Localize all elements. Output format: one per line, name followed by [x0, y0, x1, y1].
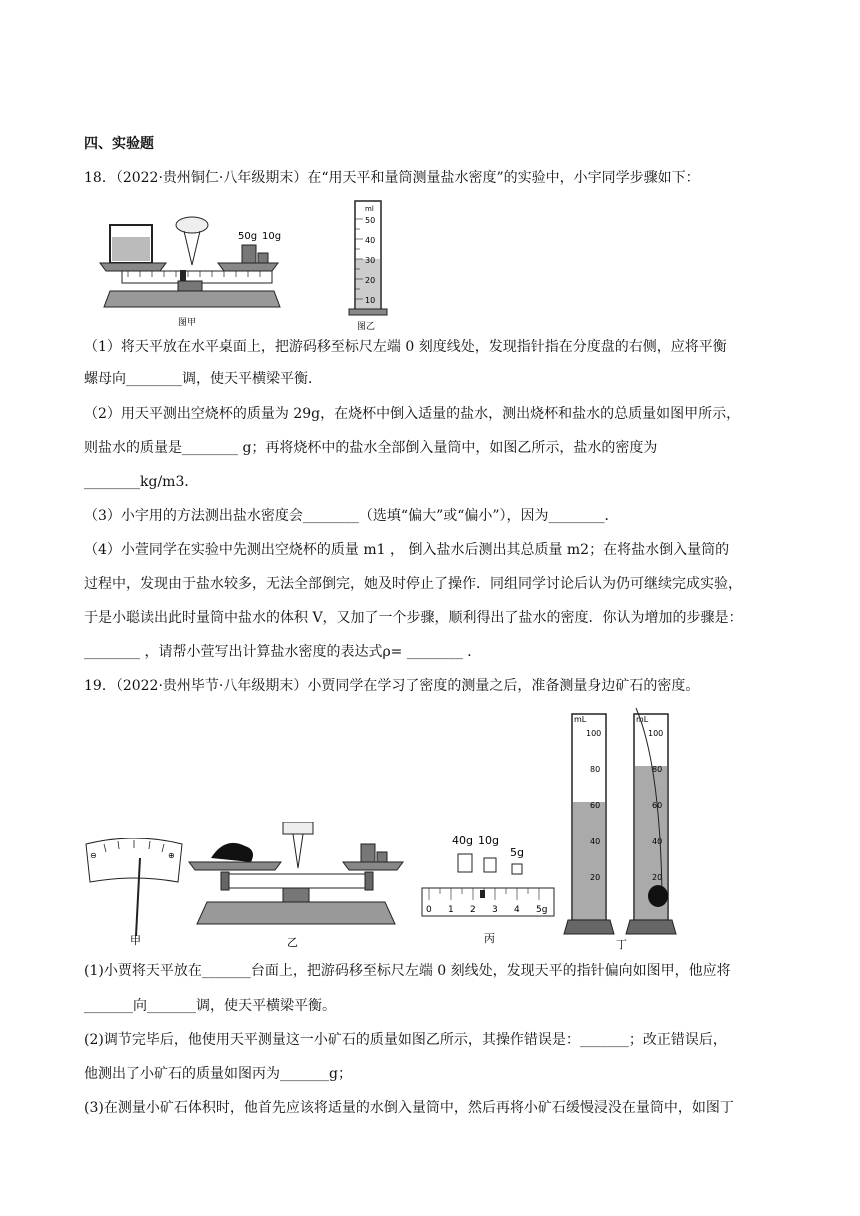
q18-figure-yi [345, 197, 395, 332]
q19-line-1: (1)小贾将天平放在_______台面上，把游码移至标尺左端 0 刻线处，发现天平的指针偏向如图甲，他应将 [84, 963, 731, 979]
q19-fig-label-ding: 丁 [616, 938, 627, 950]
q19-line-3: (2)调节完毕后，他使用天平测量这一小矿石的质量如图乙所示，其操作错误是：_______；改正错误后， [84, 1032, 727, 1048]
q18-line-9: 于是小聪读出此时量筒中盐水的体积 V，又加了一个步骤，顺利得出了盐水的密度．你认为增加的步骤是： [84, 610, 743, 626]
q19-fig-label-yi: 乙 [287, 936, 298, 949]
svg-text:mL: mL [636, 715, 649, 724]
q18-figure-jia [88, 195, 288, 330]
svg-text:0: 0 [426, 905, 432, 915]
q19-line-4: 他测出了小矿石的质量如图丙为_______g； [84, 1066, 352, 1082]
svg-text:3: 3 [492, 905, 498, 915]
svg-text:60: 60 [652, 801, 663, 810]
q19-figure-ding-cylinders [562, 704, 688, 950]
svg-text:mL: mL [574, 715, 587, 724]
svg-text:5g: 5g [536, 905, 548, 915]
svg-text:40: 40 [652, 837, 663, 846]
q18-fig-yi-label: 图乙 [357, 322, 376, 332]
q18-stem: 18．（2022·贵州铜仁·八年级期末）在“用天平和量筒测量盐水密度”的实验中，小宇同学步骤如下： [84, 170, 700, 186]
q18-line-6: （3）小宇用的方法测出盐水密度会________（选填“偏大”或“偏小”），因为________． [84, 508, 619, 524]
q18-line-8: 过程中，发现由于盐水较多，无法全部倒完，她及时停止了操作．同组同学讨论后认为仍可继续完成实验， [84, 576, 742, 592]
svg-text:10: 10 [365, 296, 376, 305]
svg-text:50: 50 [365, 216, 376, 225]
weight-50g: 50g [238, 231, 258, 242]
svg-text:1: 1 [448, 905, 454, 915]
svg-text:100: 100 [648, 729, 664, 738]
q19-fig-label-bing: 丙 [484, 932, 495, 945]
weight-10g: 10g [262, 231, 282, 242]
q18-line-1: （1）将天平放在水平桌面上，把游码移至标尺左端 0 刻度线处，发现指针指在分度盘的右侧，应将平衡 [84, 339, 727, 355]
svg-text:40: 40 [590, 837, 601, 846]
svg-text:20: 20 [652, 873, 663, 882]
svg-text:80: 80 [652, 765, 663, 774]
svg-text:60: 60 [590, 801, 601, 810]
svg-text:⊕: ⊕ [168, 851, 175, 860]
svg-text:4: 4 [514, 905, 520, 915]
q18-line-2: 螺母向________调，使天平横梁平衡． [84, 371, 322, 387]
q18-line-5: ________kg/m3． [84, 474, 199, 490]
section-title: 四、实验题 [84, 136, 154, 152]
q18-line-7: （4）小萱同学在实验中先测出空烧杯的质量 m1 ， 倒入盐水后测出其总质量 m2；在将盐水倒入量筒的 [84, 542, 730, 558]
svg-text:30: 30 [365, 256, 376, 265]
q19-figure-jia-dial [84, 838, 184, 948]
q18-line-4: 则盐水的质量是________ g；再将烧杯中的盐水全部倒入量筒中，如图乙所示，盐水的密度为 [84, 440, 658, 456]
q19-stem: 19．（2022·贵州毕节·八年级期末）小贾同学在学习了密度的测量之后，准备测量身边矿石的密度。 [84, 678, 700, 694]
q18-fig-jia-label: 图甲 [178, 318, 197, 328]
svg-text:2: 2 [470, 905, 476, 915]
svg-text:5g: 5g [510, 846, 524, 859]
q18-line-3: （2）用天平测出空烧杯的质量为 29g，在烧杯中倒入适量的盐水，测出烧杯和盐水的总质量如图甲所示， [84, 406, 741, 422]
svg-text:40: 40 [365, 236, 376, 245]
cylinder-unit: ml [365, 205, 374, 213]
svg-text:20: 20 [365, 276, 376, 285]
q19-figure-yi-balance [185, 822, 415, 950]
q19-line-5: (3)在测量小矿石体积时，他首先应该将适量的水倒入量筒中，然后再将小矿石缓慢浸没在量筒中，如图丁 [84, 1100, 734, 1116]
svg-text:80: 80 [590, 765, 601, 774]
q19-line-2: _______向_______调，使天平横梁平衡。 [84, 998, 336, 1014]
q19-fig-label-jia: 甲 [130, 934, 141, 947]
svg-text:⊖: ⊖ [90, 851, 97, 860]
svg-text:10g: 10g [478, 834, 499, 847]
svg-text:20: 20 [590, 873, 601, 882]
svg-text:40g: 40g [452, 834, 473, 847]
svg-text:100: 100 [586, 729, 602, 738]
q19-figure-bing-weights [420, 828, 560, 948]
q18-line-10: ________ ，请帮小萱写出计算盐水密度的表达式ρ= ________ ． [84, 644, 482, 660]
